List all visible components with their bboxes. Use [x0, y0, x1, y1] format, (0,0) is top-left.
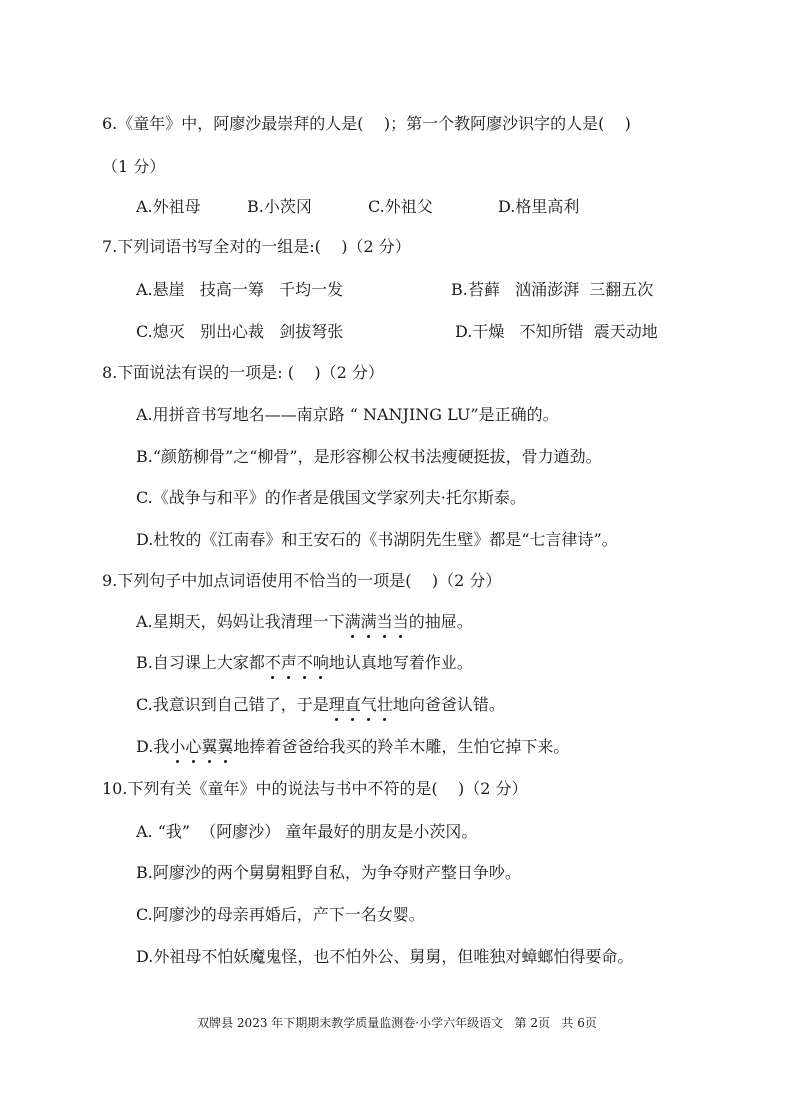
q9-option-c-after: 地向爸爸认错。 [392, 695, 505, 714]
q9-option-b-before: B.自习课上大家都 [136, 653, 265, 672]
emphasis-dot-char: 小 [169, 737, 186, 756]
q6-stem: 6.《童年》中，阿廖沙最崇拜的人是( )；第一个教阿廖沙识字的人是( ) [102, 114, 631, 133]
emphasis-dot-char: 壮 [376, 695, 393, 714]
q9-option-b-after: 地认真地写着作业。 [328, 653, 473, 672]
emphasis-dot-char: 当 [392, 612, 409, 631]
q8-option-d: D.杜牧的《江南春》和王安石的《书湖阴先生壁》都是“七言律诗”。 [136, 530, 618, 549]
q6-option-d: D.格里高利 [498, 197, 580, 216]
q9-option-d [136, 736, 569, 758]
emphasis-dot-char: 声 [280, 653, 297, 672]
q9-option-b-dotted-word [265, 653, 329, 672]
q9-option-c-dotted-word [329, 695, 393, 714]
page-footer: 双牌县 2023 年下期期末教学质量监测卷·小学六年级语文 第 2页 共 6页 [197, 1016, 597, 1030]
q9-option-d-before: D.我 [136, 737, 170, 756]
q8-stem: 8.下面说法有误的一项是: ( )（2 分） [102, 363, 384, 382]
emphasis-dot-char: 响 [312, 653, 329, 672]
emphasis-dot-char: 翼 [217, 737, 234, 756]
emphasis-dot-char: 满 [344, 612, 361, 631]
emphasis-dot-char: 满 [360, 612, 377, 631]
q7-option-c: C.熄灭 别出心裁 剑拔弩张 [136, 322, 344, 341]
q9-option-a [136, 611, 473, 633]
q9-option-b [136, 652, 473, 674]
q8-option-a: A.用拼音书写地名——南京路 “ NANJING LU”是正确的。 [136, 405, 559, 424]
q10-stem: 10.下列有关《童年》中的说法与书中不符的是( )（2 分） [102, 779, 528, 798]
emphasis-dot-char: 直 [344, 695, 361, 714]
emphasis-dot-char: 当 [376, 612, 393, 631]
q6-score: （1 分） [102, 157, 166, 176]
q6-option-a: A.外祖母 [136, 197, 201, 216]
q9-option-a-after: 的抽屉。 [408, 612, 473, 631]
q9-option-c [136, 694, 505, 716]
q8-option-c: C.《战争与和平》的作者是俄国文学家列夫·托尔斯泰。 [136, 488, 526, 507]
q9-option-c-before: C.我意识到自己错了，于是 [136, 695, 329, 714]
q9-option-d-dotted-word [169, 737, 233, 756]
q10-option-c: C.阿廖沙的母亲再婚后，产下一名女婴。 [136, 905, 425, 924]
q10-option-d: D.外祖母不怕妖魔鬼怪，也不怕外公、舅舅，但唯独对蟑螂怕得要命。 [136, 947, 634, 966]
emphasis-dot-char: 心 [185, 737, 202, 756]
q8-option-b: B.“颜筋柳骨”之“柳骨”，是形容柳公权书法瘦硬挺拔，骨力遒劲。 [136, 447, 602, 466]
q9-option-a-before: A.星期天，妈妈让我清理一下 [136, 612, 345, 631]
emphasis-dot-char: 翼 [201, 737, 218, 756]
q10-option-b: B.阿廖沙的两个舅舅粗野自私，为争夺财产整日争吵。 [136, 863, 521, 882]
emphasis-dot-char: 不 [264, 653, 281, 672]
q6-option-c: C.外祖父 [368, 197, 433, 216]
emphasis-dot-char: 不 [296, 653, 313, 672]
emphasis-dot-char: 理 [328, 695, 345, 714]
q6-option-b: B.小茨冈 [247, 197, 312, 216]
emphasis-dot-char: 气 [360, 695, 377, 714]
q7-option-a: A.悬崖 技高一筹 千均一发 [136, 280, 344, 299]
q7-stem: 7.下列词语书写全对的一组是:( )（2 分） [102, 237, 411, 256]
q9-option-d-after: 地捧着爸爸给我买的羚羊木雕，生怕它掉下来。 [233, 737, 570, 756]
q7-option-b: B.苔藓 汹涌澎湃 三翻五次 [451, 280, 654, 299]
q10-option-a: A. “我” （阿廖沙） 童年最好的朋友是小茨冈。 [136, 822, 478, 841]
q9-option-a-dotted-word [345, 612, 409, 631]
q9-stem: 9.下列句子中加点词语使用不恰当的一项是( )（2 分） [102, 571, 502, 590]
q7-option-d: D.干燥 不知所错 震天动地 [455, 322, 658, 341]
